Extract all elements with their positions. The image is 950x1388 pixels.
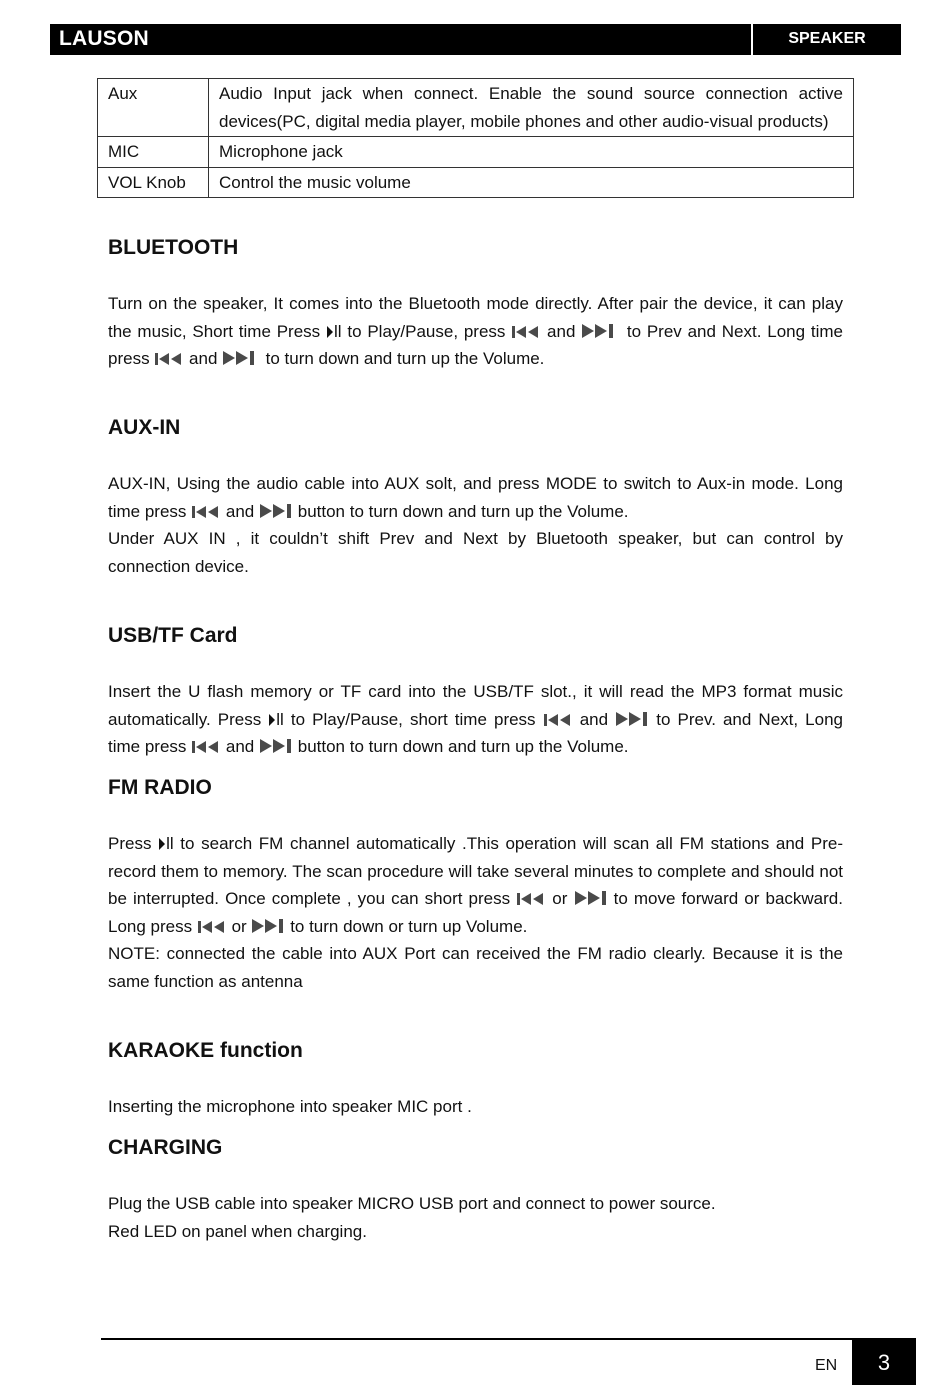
text-run: Press	[108, 834, 152, 853]
text-run: ll to search FM channel automatically .This operation will scan all FM stations and Pre-record them to memory. The scan procedure will take several minutes to complete and should not be interrupted. Once complete , you can short press	[108, 834, 843, 908]
table-value: Control the music volume	[209, 167, 854, 198]
next-icon	[251, 918, 285, 934]
next-icon	[615, 711, 649, 727]
spec-table	[97, 78, 854, 198]
section-title-fm-radio: FM RADIO	[108, 776, 212, 799]
text-run: Turn on the speaker, It comes into the Bluetooth mode directly. After pair the device, it can play the music, Short time Press	[108, 294, 843, 341]
prev-icon	[191, 505, 221, 519]
page-header	[50, 24, 901, 55]
table-value: Audio Input jack when connect. Enable the sound source connection active devices(PC, digital media player, mobile phones and other audio-visual products)	[209, 79, 854, 137]
text-run: and	[225, 737, 255, 756]
play-pause-icon	[326, 325, 334, 339]
text-run: and	[547, 321, 576, 341]
footer-rule	[101, 1338, 916, 1340]
prev-icon	[154, 352, 184, 366]
brand-name: LAUSON	[59, 27, 149, 50]
play-pause-icon	[158, 837, 166, 851]
next-icon	[222, 350, 256, 366]
table-value: Microphone jack	[209, 137, 854, 168]
text-run: or	[231, 916, 247, 936]
section-title-karaoke: KARAOKE function	[108, 1039, 303, 1062]
text-run: to turn down or turn up Volume.	[290, 916, 528, 936]
text-run: button to turn down and turn up the Volume.	[297, 737, 629, 756]
text-run: Under AUX IN , it couldn’t shift Prev and Next by Bluetooth speaker, but can control by connection device.	[108, 529, 843, 576]
table-row	[98, 167, 854, 198]
text-run: Insert the U flash memory or TF card into the USB/TF slot., it will read the MP3 format music automatically. Press	[108, 682, 843, 729]
prev-icon	[543, 713, 573, 727]
text-run: to Prev. and Next, Long time press	[108, 709, 843, 756]
table-row	[98, 137, 854, 168]
aux-in-text	[108, 470, 843, 580]
text-run: and	[189, 349, 218, 368]
text-run: to move forward or backward. Long press	[108, 889, 843, 936]
text-run: and	[579, 709, 609, 729]
text-run: ll to Play/Pause, press	[333, 321, 506, 341]
fm-radio-text	[108, 830, 843, 995]
karaoke-text: Inserting the microphone into speaker MIC port .	[108, 1097, 472, 1116]
prev-icon	[197, 920, 227, 934]
usb-tf-text	[108, 678, 843, 761]
text-run: to turn down and turn up the Volume.	[265, 349, 545, 368]
text-run: to Prev and Next. Long time press	[108, 321, 843, 368]
section-label: SPEAKER	[788, 30, 866, 47]
footer-language: EN	[815, 1357, 838, 1374]
table-key: MIC	[98, 137, 209, 168]
next-icon	[574, 890, 608, 906]
bluetooth-text	[108, 290, 843, 373]
table-key: Aux	[98, 79, 209, 137]
text-run: Red LED on panel when charging.	[108, 1221, 367, 1241]
charging-text	[108, 1190, 843, 1245]
page-number: 3	[852, 1340, 916, 1385]
section-title-bluetooth: BLUETOOTH	[108, 236, 239, 259]
prev-icon	[516, 892, 546, 906]
text-run: AUX-IN, Using the audio cable into AUX solt, and press MODE to switch to Aux-in mode. Long time press	[108, 474, 843, 521]
section-title-aux-in: AUX-IN	[108, 416, 181, 439]
text-run: or	[552, 889, 568, 908]
table-row	[98, 79, 854, 137]
prev-icon	[511, 325, 541, 339]
next-icon	[259, 503, 293, 519]
text-run: button to turn down and turn up the Volume.	[297, 501, 629, 521]
text-run: and	[225, 501, 255, 521]
table-key: VOL Knob	[98, 167, 209, 198]
section-title-usb-tf: USB/TF Card	[108, 624, 238, 647]
prev-icon	[191, 740, 221, 754]
next-icon	[581, 323, 615, 339]
section-title-charging: CHARGING	[108, 1136, 223, 1159]
next-icon	[259, 738, 293, 754]
fm-note: NOTE: connected the cable into AUX Port can received the FM radio clearly. Because it is the same function as antenna	[108, 944, 843, 991]
text-run: Plug the USB cable into speaker MICRO USB port and connect to power source.	[108, 1194, 716, 1213]
text-run: ll to Play/Pause, short time press	[276, 709, 536, 729]
